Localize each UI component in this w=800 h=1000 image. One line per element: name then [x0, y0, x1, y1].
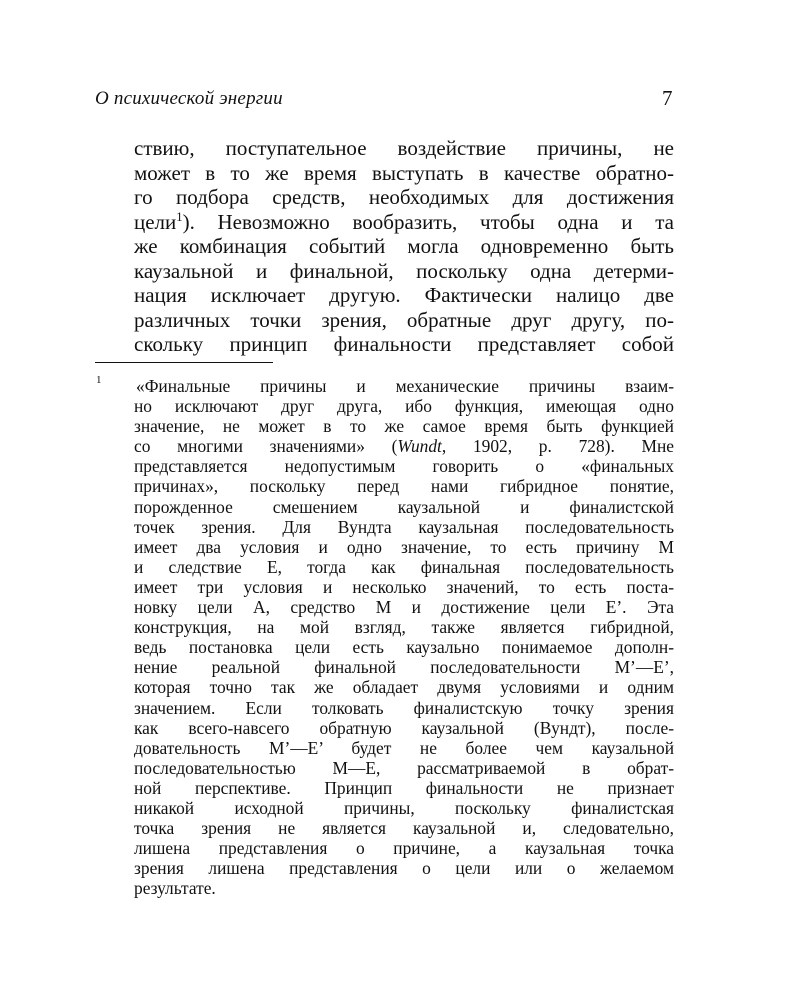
text-line: может в то же время выступать в качестве обратно-	[134, 160, 674, 185]
footnote-line: которая точно так же обладает двумя условиями и одним	[134, 677, 674, 698]
text-fragment: со многими значениями» (	[134, 436, 398, 457]
citation-author: Wundt	[397, 436, 442, 457]
text-line: нация исключает другую. Фактически налицо две	[134, 283, 674, 307]
footnote-line: результате.	[134, 878, 216, 899]
footnote-line: и следствие Е, тогда как финальная последовательность	[134, 556, 674, 577]
running-title: О психической энергии	[95, 88, 283, 109]
page-number: 7	[662, 86, 673, 110]
footnote-line: ведь постановка цели есть каузально понимаемое дополн-	[134, 637, 674, 658]
footnote-line: зрения лишена представления о цели или о желаемом	[134, 858, 674, 879]
footnote-line: ной перспективе. Принцип финальности не признает	[134, 777, 674, 798]
footnote-line: довательность М’—Е’ будет не более чем каузальной	[134, 737, 674, 758]
footnote-line: имеет два условия и одно значение, то есть причину М	[134, 536, 674, 557]
footnote-line: как всего-навсего обратную каузальной (Вундт), после-	[134, 717, 674, 738]
footnote-line: причинах», поскольку перед нами гибридное понятие,	[134, 476, 674, 497]
text-fragment: , 1902, p. 728). Мне	[441, 436, 674, 457]
text-line: го подбора средств, необходимых для достижения	[134, 185, 674, 209]
text-line: различных точки зрения, обратные друг другу, по-	[134, 307, 674, 332]
text-line	[134, 210, 674, 235]
footnote-line: но исключают друг друга, ибо функция, имеющая одно	[134, 396, 674, 417]
text-line: каузальной и финальной, поскольку одна детерми-	[134, 258, 674, 283]
footnote-separator	[95, 362, 273, 363]
footnote-reference: 1	[176, 209, 183, 224]
text-line: ствию, поступательное воздействие причины, не	[134, 136, 674, 160]
footnote-line: новку цели А, средство М и достижение цели Е’. Эта	[134, 597, 674, 618]
footnote-line: последовательностью М—Е, рассматриваемой в обрат-	[134, 757, 674, 778]
footnote-line: лишена представления о причине, а каузальная точка	[134, 838, 674, 859]
footnote-line: точек зрения. Для Вундта каузальная последовательность	[134, 516, 674, 537]
text-fragment: ). Невозможно вообразить, чтобы одна и та	[182, 209, 674, 234]
text-line: же комбинация событий могла одновременно быть	[134, 234, 674, 258]
main-text	[134, 136, 674, 357]
footnote-line	[134, 436, 674, 456]
footnote-line: никакой исходной причины, поскольку финалистская	[134, 797, 674, 818]
text-line: скольку принцип финальности представляет собой	[134, 332, 674, 356]
footnote-line: конструкция, на мой взгляд, также является гибридной,	[134, 617, 674, 638]
footnote-line: «Финальные причины и механические причины взаим-	[136, 376, 674, 396]
footnote-line: имеет три условия и несколько значений, то есть поста-	[134, 576, 674, 597]
footnote-text	[134, 376, 674, 898]
footnote-line: представляется недопустимым говорить о «финальных	[134, 456, 674, 477]
footnote-line: значение, не может в то же самое время быть функцией	[134, 416, 674, 437]
footnote-line: точка зрения не является каузальной и, следовательно,	[134, 818, 674, 839]
footnote-line: значением. Если толковать финалистскую точку зрения	[134, 697, 674, 718]
footnote-line: нение реальной финальной последовательности М’—Е’,	[134, 657, 674, 678]
text-fragment: цели	[134, 209, 177, 234]
footnote-marker: 1	[96, 374, 102, 386]
footnote-line: порожденное смешением каузальной и финалистской	[134, 496, 674, 517]
